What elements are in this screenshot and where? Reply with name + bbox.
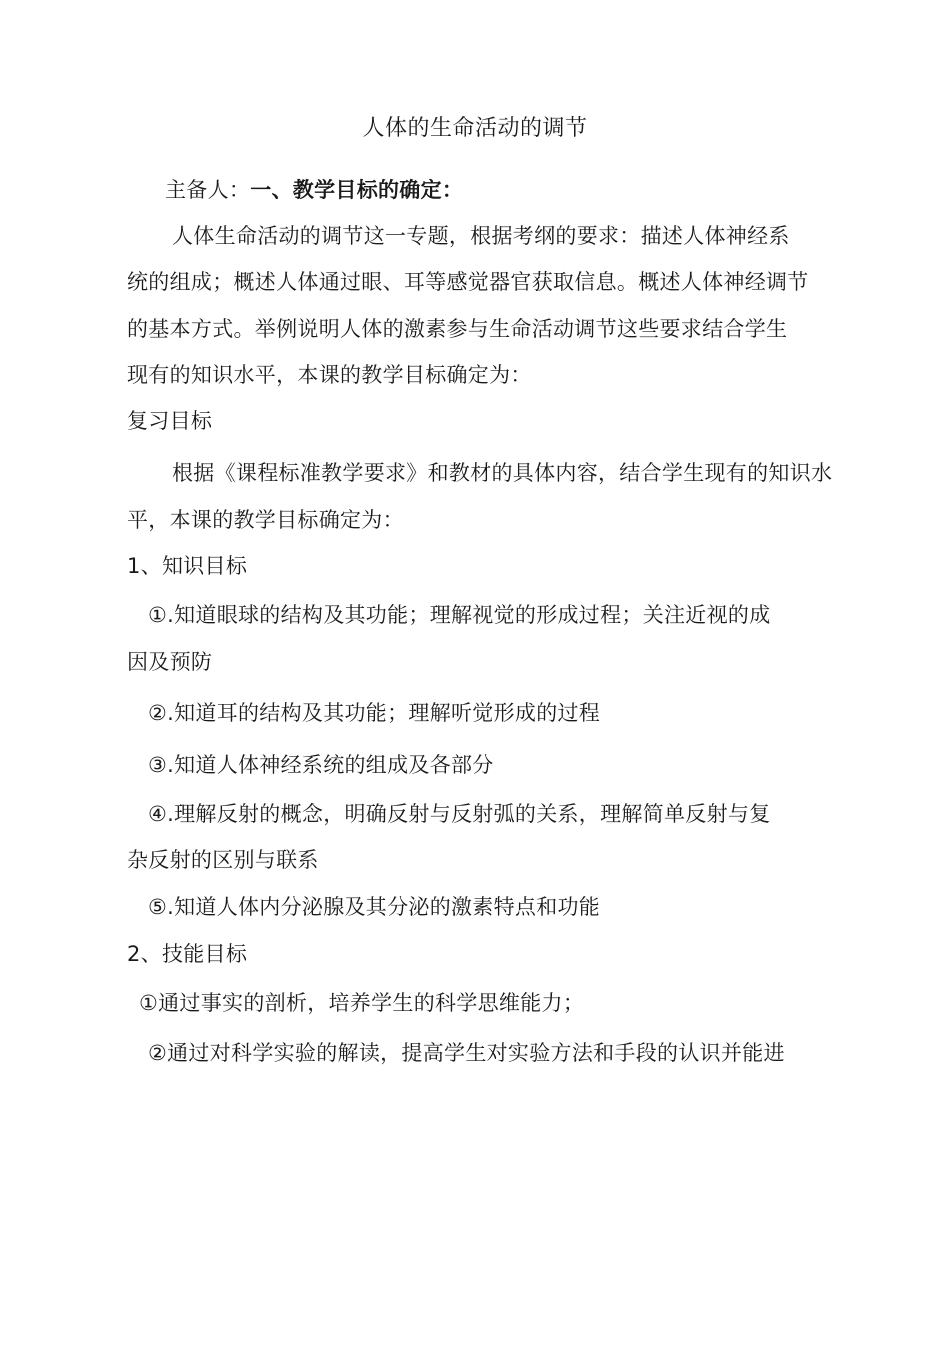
skill-item: ①通过事实的剖析，培养学生的科学思维能力； <box>139 991 585 1015</box>
knowledge-item: ④.理解反射的概念，明确反射与反射弧的关系，理解简单反射与复 <box>148 802 771 826</box>
skill-item: ②通过对科学实验的解读，提高学生对实验方法和手段的认识并能进 <box>148 1041 785 1065</box>
intro-line: 人体生命活动的调节这一专题，根据考纲的要求：描述人体神经系 <box>172 224 790 248</box>
intro-line: 现有的知识水平，本课的教学目标确定为： <box>127 363 532 387</box>
intro-line: 统的组成；概述人体通过眼、耳等感觉器官获取信息。概述人体神经调节 <box>127 270 809 294</box>
knowledge-item: 因及预防 <box>127 650 213 674</box>
preparer-label: 主备人： <box>165 178 251 202</box>
page-title: 人体的生命活动的调节 <box>362 116 588 141</box>
section1-line <box>165 176 463 204</box>
intro-line: 的基本方式。举例说明人体的激素参与生命活动调节这些要求结合学生 <box>127 317 788 341</box>
review-heading: 复习目标 <box>127 409 213 433</box>
knowledge-item: ⑤.知道人体内分泌腺及其分泌的激素特点和功能 <box>148 895 601 919</box>
section1-heading: 一、教学目标的确定： <box>250 178 464 202</box>
review-text-line: 平，本课的教学目标确定为： <box>127 508 404 532</box>
knowledge-item: ③.知道人体神经系统的组成及各部分 <box>148 753 494 777</box>
knowledge-item: ②.知道耳的结构及其功能；理解听觉形成的过程 <box>148 701 601 725</box>
knowledge-heading: 1、知识目标 <box>127 554 248 578</box>
review-text-line: 根据《课程标准教学要求》和教材的具体内容，结合学生现有的知识水 <box>172 461 833 485</box>
knowledge-item: 杂反射的区别与联系 <box>127 848 319 872</box>
skill-heading: 2、技能目标 <box>127 942 248 966</box>
knowledge-item: ①.知道眼球的结构及其功能；理解视觉的形成过程；关注近视的成 <box>148 603 771 627</box>
